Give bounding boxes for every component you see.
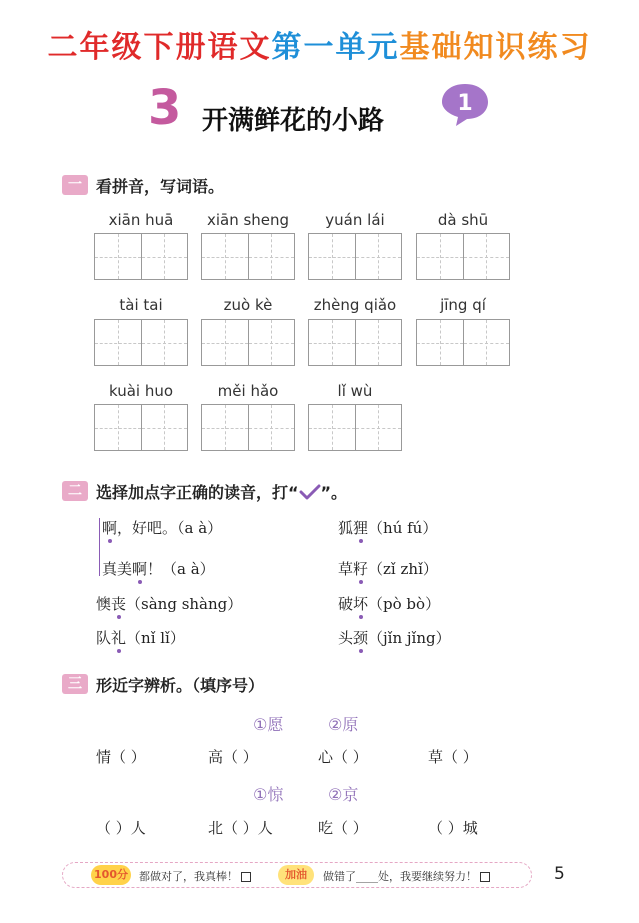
- pinyin-label: xiān sheng: [206, 211, 290, 229]
- pinyin-label: lǐ wù: [337, 382, 373, 400]
- writing-grid[interactable]: [94, 404, 188, 451]
- writing-grid[interactable]: [416, 233, 510, 280]
- section-1-title: 看拼音，写词语。: [96, 177, 225, 196]
- reading-item[interactable]: 狐狸（hú fú）: [338, 519, 438, 537]
- reading-item[interactable]: 懊丧（sàng shàng）: [96, 595, 243, 613]
- lesson-number: 3: [148, 80, 182, 136]
- pinyin-label: měi hǎo: [217, 382, 279, 400]
- self-eval-correct: 都做对了，我真棒！: [139, 868, 251, 884]
- pinyin-label: yuán lái: [325, 211, 385, 229]
- checkbox[interactable]: [480, 872, 490, 882]
- lesson-title: 开满鲜花的小路: [202, 106, 385, 136]
- fill-blank-item[interactable]: 北（ ）人: [208, 819, 273, 837]
- section-2-title-before: 选择加点字正确的读音，打“: [96, 483, 299, 502]
- fill-blank-item[interactable]: 吃（ ）: [318, 819, 368, 837]
- writing-grid[interactable]: [201, 404, 295, 451]
- reading-item[interactable]: 破坏（pò bò）: [338, 595, 441, 613]
- fill-blank-item[interactable]: （ ）人: [96, 819, 146, 837]
- writing-grid[interactable]: [201, 233, 295, 280]
- pinyin-label: zuò kè: [223, 296, 273, 314]
- speech-bubble-icon: [438, 80, 492, 128]
- pinyin-label: kuài huo: [108, 382, 174, 400]
- writing-grid[interactable]: [308, 233, 402, 280]
- section-1-label: 一: [62, 175, 88, 195]
- section-3-label: 三: [62, 674, 88, 694]
- pinyin-label: jīng qí: [440, 296, 486, 314]
- score-badge: 100分: [91, 865, 131, 885]
- self-eval-wrong: 做错了____处，我要继续努力！: [323, 868, 490, 884]
- pinyin-label: xiān huā: [108, 211, 174, 229]
- section-2-title-after: ”。: [320, 483, 348, 502]
- writing-grid[interactable]: [201, 319, 295, 366]
- reading-item[interactable]: 头颈（jǐn jǐng）: [338, 629, 451, 647]
- bracket-line: [99, 518, 101, 576]
- char-option: ①愿: [253, 715, 284, 734]
- section-2-label: 二: [62, 481, 88, 501]
- writing-grid[interactable]: [94, 319, 188, 366]
- fill-blank-item[interactable]: 草（ ）: [428, 748, 478, 766]
- reading-item[interactable]: 队礼（nǐ lǐ）: [96, 629, 185, 647]
- pinyin-label: tài tai: [119, 296, 163, 314]
- section-3-title: 形近字辨析。（填序号）: [96, 676, 265, 695]
- char-option: ②京: [328, 785, 359, 804]
- char-option: ②原: [328, 715, 359, 734]
- title-unit: 第一单元: [271, 30, 400, 65]
- worksheet-title: [0, 22, 639, 66]
- reading-item[interactable]: 真美啊！（a à）: [102, 560, 215, 578]
- title-grade: 二年级下册语文: [47, 30, 272, 65]
- writing-grid[interactable]: [308, 319, 402, 366]
- reading-item[interactable]: 啊，好吧。（a à）: [102, 519, 223, 537]
- fill-blank-item[interactable]: 高（ ）: [208, 748, 258, 766]
- fill-blank-item[interactable]: （ ）城: [428, 819, 478, 837]
- fill-blank-item[interactable]: 心（ ）: [318, 748, 368, 766]
- bubble-number: 1: [457, 91, 473, 116]
- fill-blank-item[interactable]: 情（ ）: [96, 748, 146, 766]
- writing-grid[interactable]: [94, 233, 188, 280]
- cheer-badge: 加油: [278, 865, 314, 885]
- writing-grid[interactable]: [308, 404, 402, 451]
- checkmark-icon: [299, 484, 321, 500]
- pinyin-label: zhèng qiǎo: [313, 296, 397, 314]
- checkbox[interactable]: [241, 872, 251, 882]
- title-topic: 基础知识练习: [399, 30, 592, 65]
- writing-grid[interactable]: [416, 319, 510, 366]
- section-2-title: [96, 480, 347, 503]
- self-evaluation-bar: [62, 862, 532, 888]
- pinyin-label: dà shū: [437, 211, 489, 229]
- page-number: 5: [554, 864, 565, 884]
- reading-item[interactable]: 草籽（zǐ zhǐ）: [338, 560, 438, 578]
- char-option: ①惊: [253, 785, 284, 804]
